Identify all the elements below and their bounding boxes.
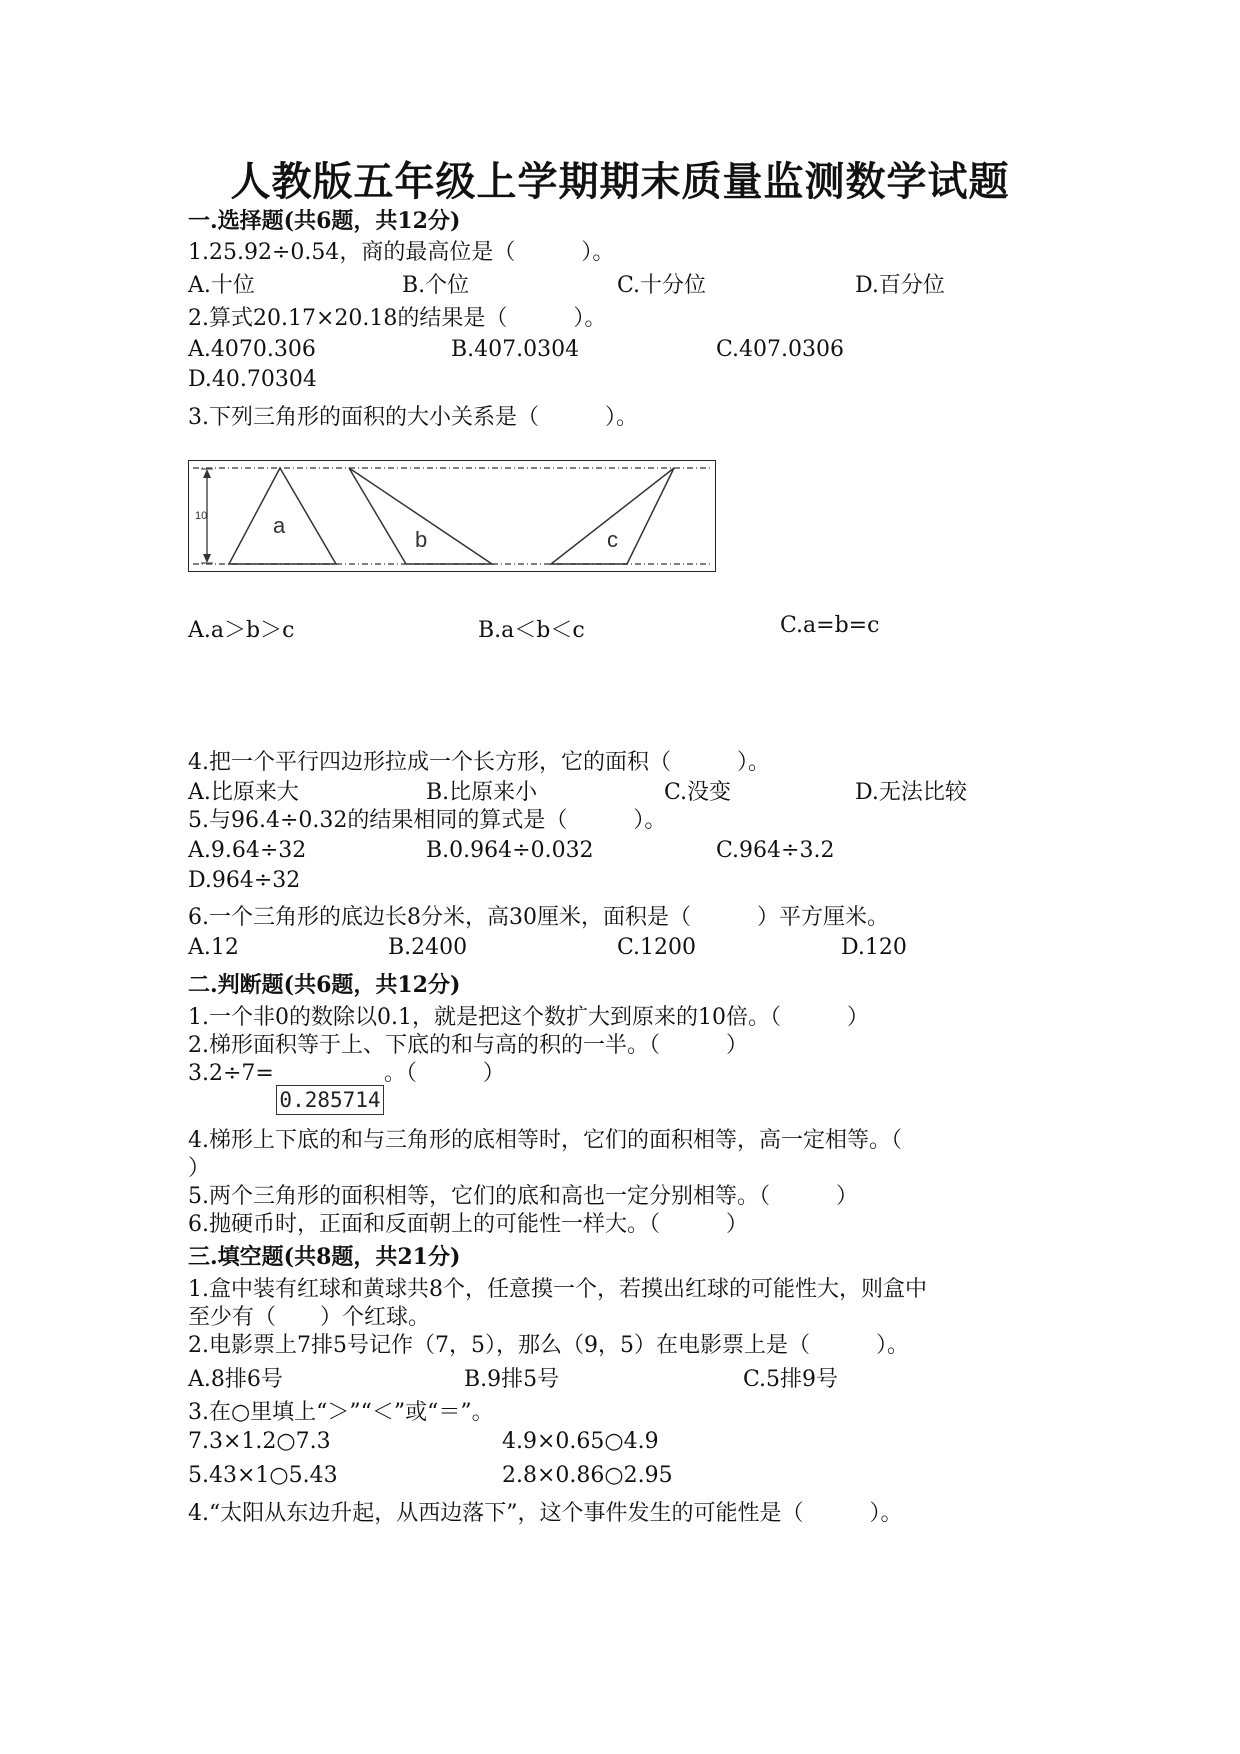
fill-q3-r1c1: 7.3×1.2○7.3 bbox=[188, 1429, 331, 1454]
page-title: 人教版五年级上学期期末质量监测数学试题 bbox=[230, 158, 1010, 205]
q4-stem: 4.把一个平行四边形拉成一个长方形，它的面积（ ）。 bbox=[188, 750, 770, 775]
q6-option-c: C.1200 bbox=[617, 935, 697, 960]
judge-q3-answer-box: 0.285714 bbox=[276, 1085, 384, 1115]
fill-q4: 4.“太阳从东边升起，从西边落下”，这个事件发生的可能性是（ ）。 bbox=[188, 1501, 903, 1526]
triangle-c-label: c bbox=[607, 527, 618, 552]
judge-q5: 5.两个三角形的面积相等，它们的底和高也一定分别相等。（ ） bbox=[188, 1184, 858, 1209]
arrow-head-bottom bbox=[203, 554, 211, 563]
q2-option-d: D.40.70304 bbox=[188, 367, 317, 392]
judge-q3: 3.2÷7= 。（ ） bbox=[188, 1061, 505, 1086]
q3-option-a: A.a＞b＞c bbox=[188, 618, 295, 643]
q4-option-b: B.比原来小 bbox=[426, 780, 538, 805]
section-2-heading: 二.判断题(共6题，共12分) bbox=[188, 972, 461, 998]
fill-q2-option-c: C.5排9号 bbox=[743, 1367, 839, 1392]
fill-q3-r2c1: 5.43×1○5.43 bbox=[188, 1463, 338, 1488]
fill-q3-stem: 3.在○里填上“＞”“＜”或“＝”。 bbox=[188, 1400, 494, 1425]
triangles-figure bbox=[188, 460, 716, 572]
q6-option-b: B.2400 bbox=[388, 935, 468, 960]
triangle-b-label: b bbox=[415, 527, 428, 552]
q6-option-a: A.12 bbox=[188, 935, 239, 960]
fill-q1-line1: 1.盒中装有红球和黄球共8个，任意摸一个，若摸出红球的可能性大，则盒中 bbox=[188, 1277, 927, 1302]
q5-stem: 5.与96.4÷0.32的结果相同的算式是（ ）。 bbox=[188, 808, 667, 833]
q4-option-d: D.无法比较 bbox=[855, 780, 967, 805]
q4-option-c: C.没变 bbox=[664, 780, 732, 805]
fill-q2-option-a: A.8排6号 bbox=[188, 1367, 283, 1392]
judge-q4-line1: 4.梯形上下底的和与三角形的底相等时，它们的面积相等，高一定相等。（ bbox=[188, 1128, 902, 1153]
fill-q3-r1c2: 4.9×0.65○4.9 bbox=[502, 1429, 659, 1454]
q3-stem: 3.下列三角形的面积的大小关系是（ ）。 bbox=[188, 405, 638, 430]
q2-stem: 2.算式20.17×20.18的结果是（ ）。 bbox=[188, 306, 607, 331]
judge-q6: 6.抛硬币时，正面和反面朝上的可能性一样大。（ ） bbox=[188, 1212, 748, 1237]
section-3-heading: 三.填空题(共8题，共21分) bbox=[188, 1244, 461, 1270]
q2-option-a: A.4070.306 bbox=[188, 337, 316, 362]
q2-option-c: C.407.0306 bbox=[716, 337, 845, 362]
q1-option-b: B.个位 bbox=[402, 273, 470, 298]
triangle-a-label: a bbox=[273, 513, 286, 538]
q4-option-a: A.比原来大 bbox=[188, 780, 299, 805]
q1-stem: 1.25.92÷0.54，商的最高位是（ ）。 bbox=[188, 240, 615, 265]
q1-option-d: D.百分位 bbox=[855, 273, 945, 298]
fill-q3-r2c2: 2.8×0.86○2.95 bbox=[502, 1463, 673, 1488]
fill-q1-line2: 至少有（ ）个红球。 bbox=[188, 1305, 431, 1330]
q6-option-d: D.120 bbox=[841, 935, 907, 960]
judge-q4-line2: ） bbox=[188, 1156, 211, 1181]
q5-option-c: C.964÷3.2 bbox=[716, 838, 835, 863]
judge-q1: 1.一个非0的数除以0.1，就是把这个数扩大到原来的10倍。（ ） bbox=[188, 1005, 869, 1030]
fill-q2-stem: 2.电影票上7排5号记作（7，5），那么（9，5）在电影票上是（ ）。 bbox=[188, 1333, 909, 1358]
section-1-heading: 一.选择题(共6题，共12分) bbox=[188, 208, 461, 234]
q5-option-d: D.964÷32 bbox=[188, 868, 301, 893]
q5-option-a: A.9.64÷32 bbox=[188, 838, 307, 863]
fill-q2-option-b: B.9排5号 bbox=[464, 1367, 560, 1392]
q1-option-a: A.十位 bbox=[188, 273, 255, 298]
q2-option-b: B.407.0304 bbox=[451, 337, 580, 362]
arrow-head-top bbox=[203, 469, 211, 478]
judge-q2: 2.梯形面积等于上、下底的和与高的积的一半。（ ） bbox=[188, 1033, 748, 1058]
q3-option-c: C.a=b=c bbox=[780, 613, 880, 638]
q3-option-b: B.a＜b＜c bbox=[478, 618, 585, 643]
q6-stem: 6.一个三角形的底边长8分米，高30厘米，面积是（ ）平方厘米。 bbox=[188, 905, 889, 930]
height-label: 10 bbox=[195, 510, 208, 522]
q1-option-c: C.十分位 bbox=[617, 273, 707, 298]
q5-option-b: B.0.964÷0.032 bbox=[426, 838, 594, 863]
